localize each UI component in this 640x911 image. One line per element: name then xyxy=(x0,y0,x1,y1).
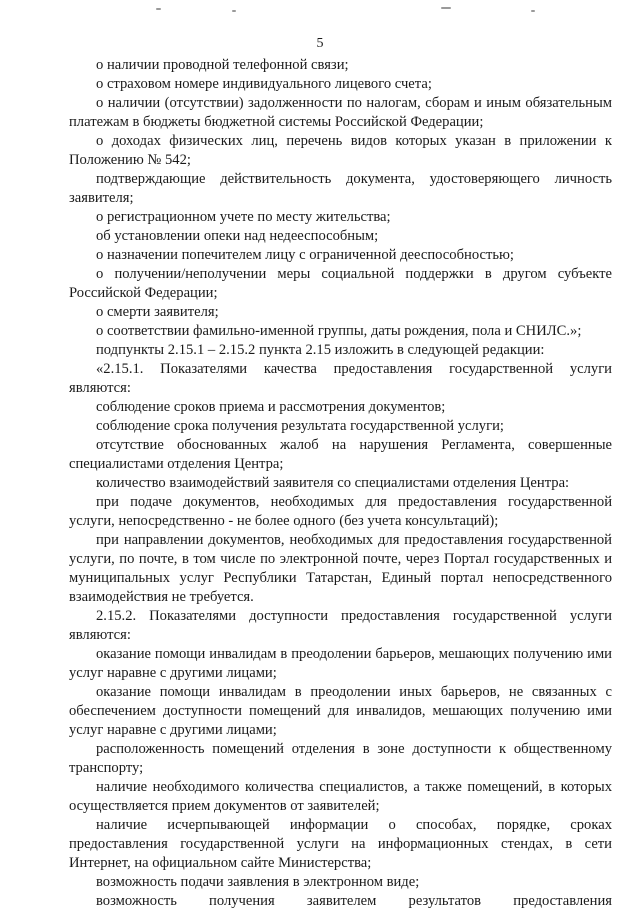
paragraph: о получении/неполучении меры социальной поддержки в другом субъекте Российской Федерации; xyxy=(69,266,612,301)
paragraph: возможность подачи заявления в электронном виде; xyxy=(96,874,420,890)
scan-speck xyxy=(531,10,535,12)
paragraph: наличие необходимого количества специалистов, а также помещений, в которых осуществляется прием документов от заявителей; xyxy=(69,779,612,814)
paragraph: расположенность помещений отделения в зоне доступности к общественному транспорту; xyxy=(69,741,612,776)
paragraph: «2.15.1. Показателями качества предоставления государственной услуги являются: xyxy=(69,361,612,396)
scan-speck xyxy=(232,10,236,12)
paragraph: подпункты 2.15.1 – 2.15.2 пункта 2.15 изложить в следующей редакции: xyxy=(96,342,545,358)
paragraph: наличие исчерпывающей информации о способах, порядке, сроках предоставления государственной услуги на информационных стендах, в сети Интернет, на официальном сайте Министерства; xyxy=(69,817,612,871)
paragraph: 2.15.2. Показателями доступности предоставления государственной услуги являются: xyxy=(69,608,612,643)
paragraph: о страховом номере индивидуального лицевого счета; xyxy=(96,76,432,92)
paragraph: о смерти заявителя; xyxy=(96,304,219,320)
paragraph: подтверждающие действительность документа, удостоверяющего личность заявителя; xyxy=(69,171,612,206)
paragraph: количество взаимодействий заявителя со специалистами отделения Центра: xyxy=(96,475,570,491)
paragraph: о регистрационном учете по месту жительства; xyxy=(96,209,391,225)
paragraph: об установлении опеки над недееспособным; xyxy=(96,228,379,244)
paragraph: соблюдение срока получения результата государственной услуги; xyxy=(96,418,504,434)
paragraph: о наличии (отсутствии) задолженности по налогам, сборам и иным обязательным платежам в бюджеты бюджетной системы Российской Федерации; xyxy=(69,95,612,130)
paragraph: отсутствие обоснованных жалоб на нарушения Регламента, совершенные специалистами отделения Центра; xyxy=(69,437,612,472)
page-number: 5 xyxy=(316,36,324,51)
scan-speck xyxy=(441,7,451,9)
paragraph-continued: возможность получения заявителем результатов предоставления xyxy=(96,893,612,909)
paragraph: о доходах физических лиц, перечень видов которых указан в приложении к Положению № 542; xyxy=(69,133,612,168)
paragraph: при направлении документов, необходимых для предоставления государственной услуги, по почте, в том числе по электронной почте, через Портал государственных и муниципальных услуг Республики Татарстан, Единый портал непосредственного взаимодействия не требуется. xyxy=(69,532,612,605)
paragraph: при подаче документов, необходимых для предоставления государственной услуги, непосредственно - не более одного (без учета консультаций); xyxy=(69,494,612,529)
paragraph: о наличии проводной телефонной связи; xyxy=(96,57,349,73)
scan-speck xyxy=(156,8,161,10)
paragraph: о назначении попечителем лицу с ограниченной дееспособностью; xyxy=(96,247,514,263)
paragraph: о соответствии фамильно-именной группы, даты рождения, пола и СНИЛС.»; xyxy=(96,323,582,339)
document-body xyxy=(69,56,612,911)
paragraph: оказание помощи инвалидам в преодолении иных барьеров, не связанных с обеспечением доступности помещений для инвалидов, мешающих получению ими услуг наравне с другими лицами; xyxy=(69,684,612,738)
paragraph: оказание помощи инвалидам в преодолении барьеров, мешающих получению ими услуг наравне с другими лицами; xyxy=(69,646,612,681)
paragraph: соблюдение сроков приема и рассмотрения документов; xyxy=(96,399,446,415)
